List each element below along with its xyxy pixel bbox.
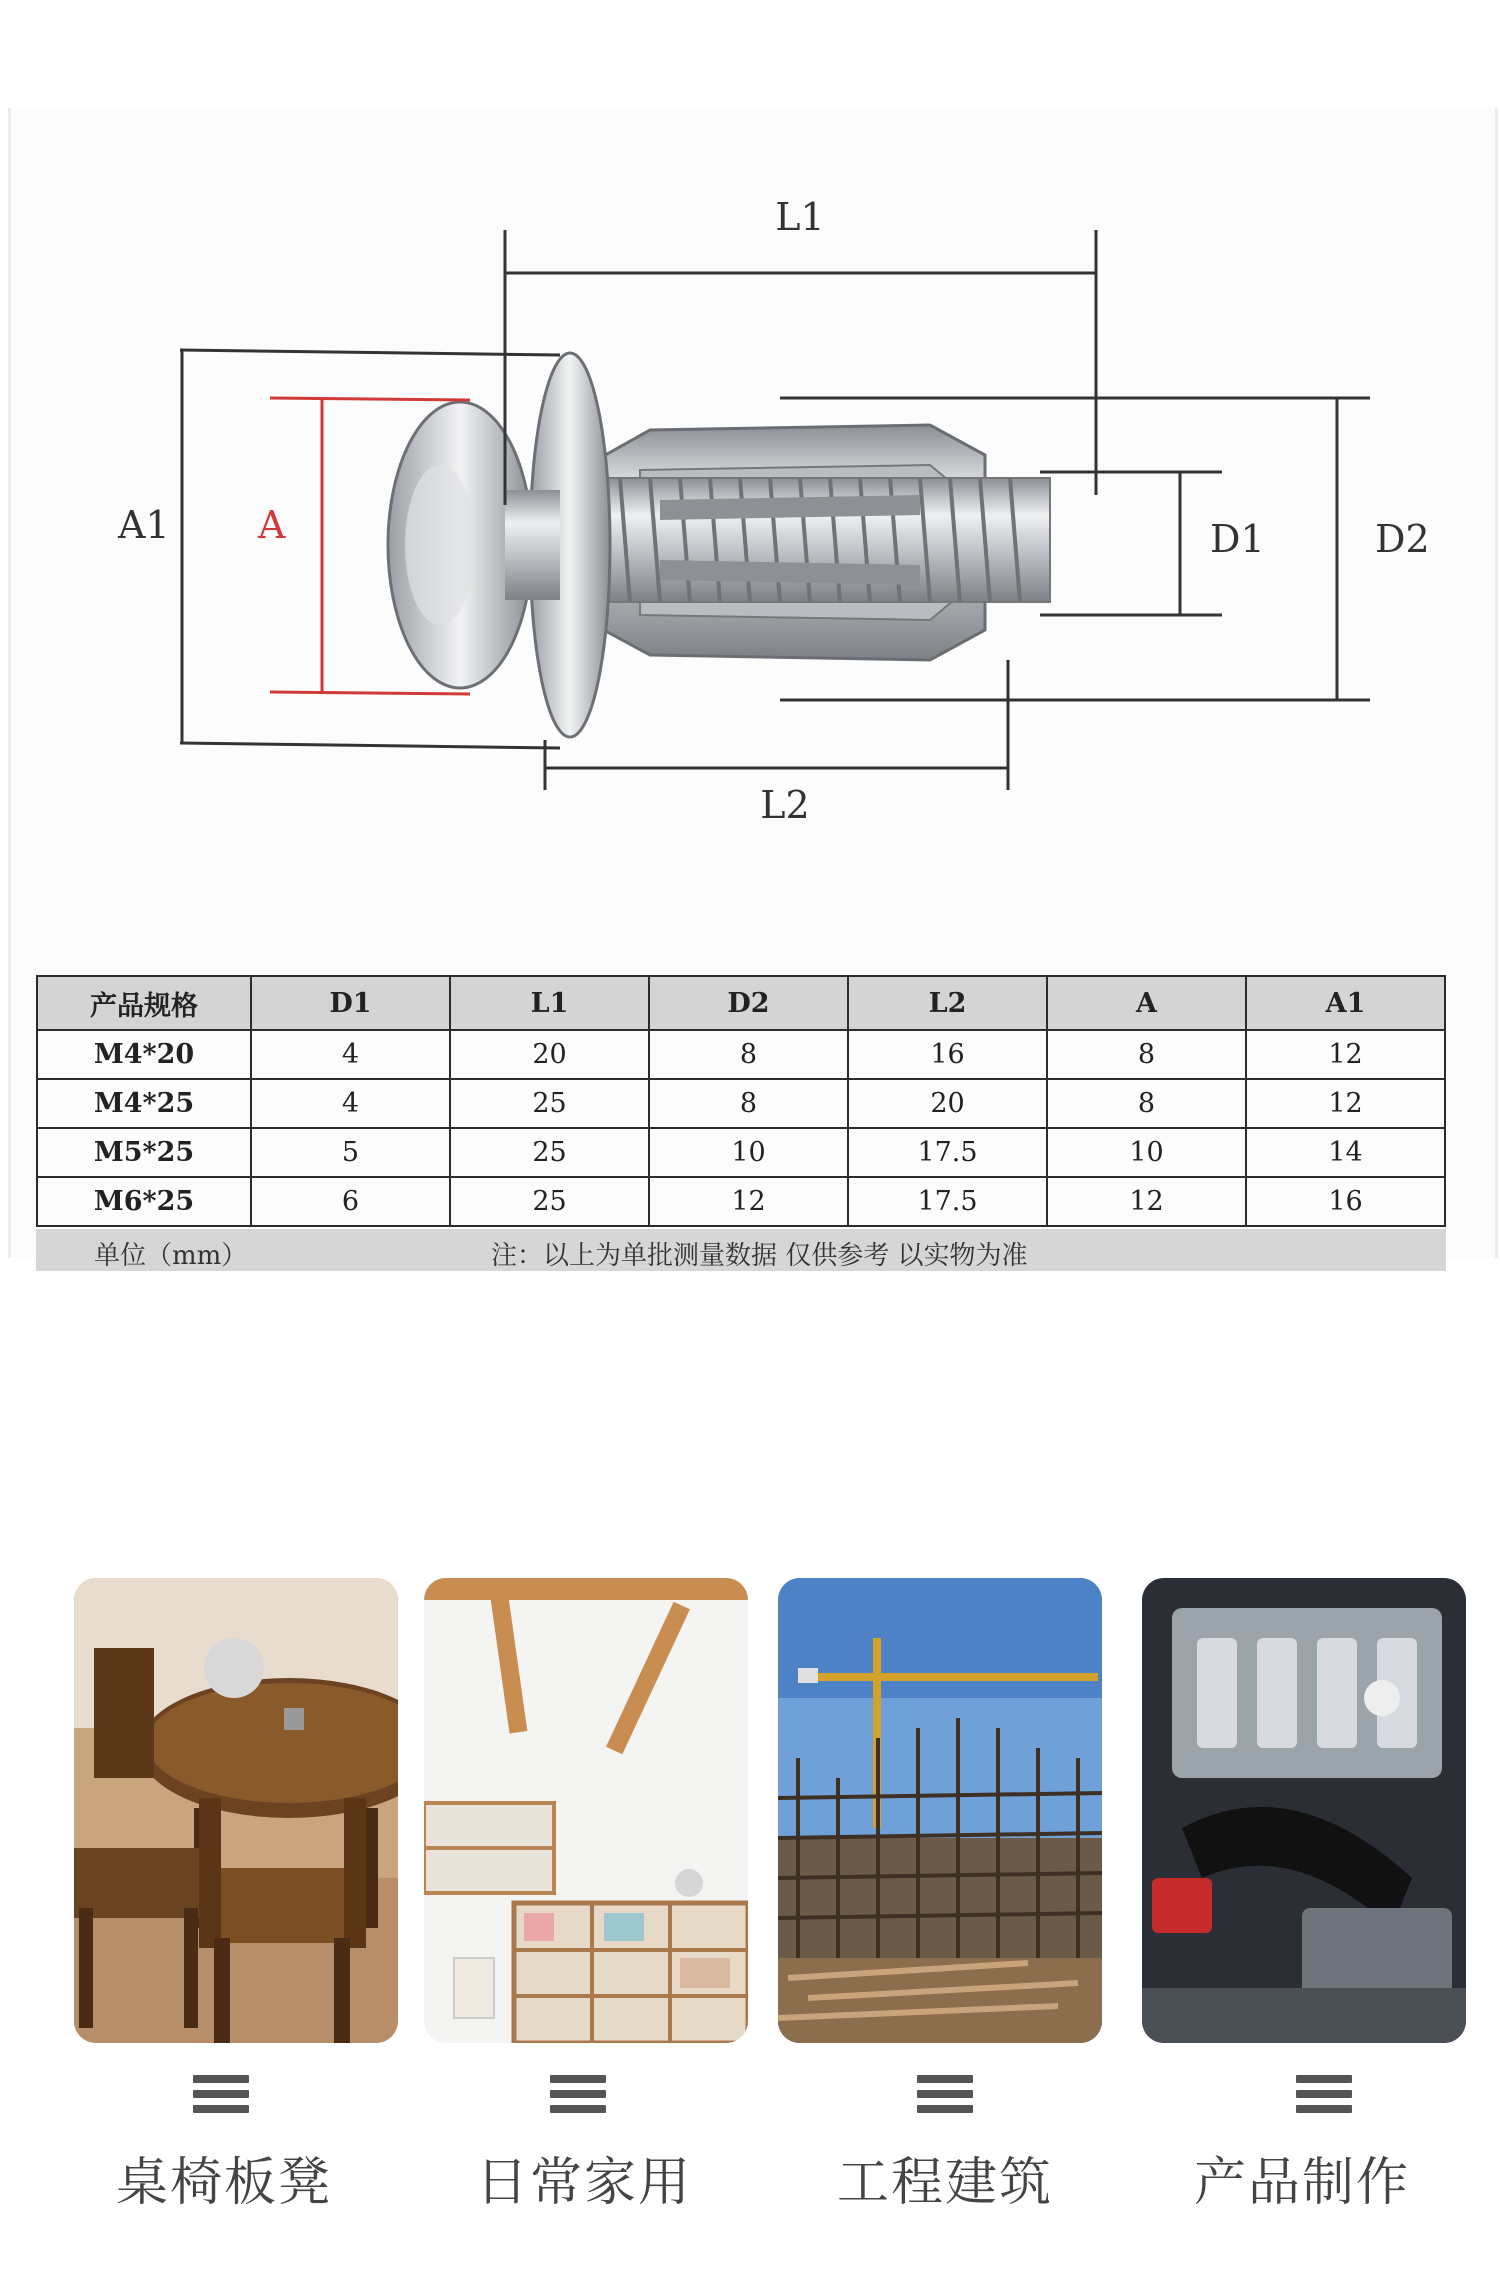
table-cell: 10: [649, 1128, 848, 1177]
application-label-furniture: 桌椅板凳: [115, 2153, 332, 2213]
table-cell: 4: [251, 1079, 450, 1128]
menu-icon: [193, 2075, 249, 2120]
table-cell: M5*25: [37, 1128, 251, 1177]
menu-icon: [550, 2075, 606, 2120]
construction-photo: [778, 1578, 1102, 2043]
furniture-photo: [74, 1578, 398, 2043]
table-cell: 12: [1246, 1030, 1445, 1079]
table-cell: 16: [848, 1030, 1047, 1079]
table-row: [37, 1128, 1445, 1177]
d1-label: D1: [1210, 517, 1265, 561]
table-cell: M4*20: [37, 1030, 251, 1079]
table-cell: 25: [450, 1177, 649, 1226]
menu-icon: [1296, 2075, 1352, 2120]
header-l1: L1: [450, 976, 649, 1030]
table-cell: 17.5: [848, 1128, 1047, 1177]
table-row: [37, 1030, 1445, 1079]
unit-note: 单位（mm）: [94, 1241, 248, 1271]
application-card-furniture: [74, 1578, 398, 2043]
header-a: A: [1047, 976, 1246, 1030]
application-label-construction: 工程建筑: [836, 2153, 1053, 2213]
anchor-dimension-diagram: [0, 0, 1500, 900]
application-card-home: [424, 1578, 748, 2043]
table-cell: 12: [1047, 1177, 1246, 1226]
table-cell: 8: [649, 1030, 848, 1079]
table-footer: [36, 1229, 1446, 1271]
table-cell: 20: [450, 1030, 649, 1079]
header-l2: L2: [848, 976, 1047, 1030]
table-header-row: [37, 976, 1445, 1030]
a-label: A: [258, 503, 286, 547]
table-row: [37, 1079, 1445, 1128]
menu-icon: [917, 2075, 973, 2120]
table-cell: 6: [251, 1177, 450, 1226]
table-cell: 8: [649, 1079, 848, 1128]
table-cell: 12: [649, 1177, 848, 1226]
anchor-drawing: [388, 353, 1050, 737]
table-row: [37, 1177, 1445, 1226]
header-spec: 产品规格: [37, 976, 251, 1030]
engine-photo: [1142, 1578, 1466, 2043]
a1-label: A1: [118, 503, 170, 547]
table-cell: M4*25: [37, 1079, 251, 1128]
l2-label: L2: [760, 783, 810, 827]
table-cell: 25: [450, 1079, 649, 1128]
header-d2: D2: [649, 976, 848, 1030]
disclaimer-note: 注：以上为单批测量数据 仅供参考 以实物为准: [491, 1241, 1028, 1271]
header-d1: D1: [251, 976, 450, 1030]
home-photo: [424, 1578, 748, 2043]
application-card-construction: [778, 1578, 1102, 2043]
table-cell: 8: [1047, 1030, 1246, 1079]
table-cell: 16: [1246, 1177, 1445, 1226]
application-label-manufacturing: 产品制作: [1193, 2153, 1410, 2213]
table-cell: 10: [1047, 1128, 1246, 1177]
table-cell: 14: [1246, 1128, 1445, 1177]
table-cell: 17.5: [848, 1177, 1047, 1226]
header-a1: A1: [1246, 976, 1445, 1030]
spec-table: [36, 975, 1446, 1227]
table-cell: 20: [848, 1079, 1047, 1128]
table-cell: 8: [1047, 1079, 1246, 1128]
application-card-manufacturing: [1142, 1578, 1466, 2043]
l1-label: L1: [775, 195, 825, 239]
table-cell: 4: [251, 1030, 450, 1079]
d2-label: D2: [1375, 517, 1430, 561]
table-cell: M6*25: [37, 1177, 251, 1226]
application-label-home: 日常家用: [475, 2153, 692, 2213]
table-cell: 5: [251, 1128, 450, 1177]
table-cell: 25: [450, 1128, 649, 1177]
table-cell: 12: [1246, 1079, 1445, 1128]
